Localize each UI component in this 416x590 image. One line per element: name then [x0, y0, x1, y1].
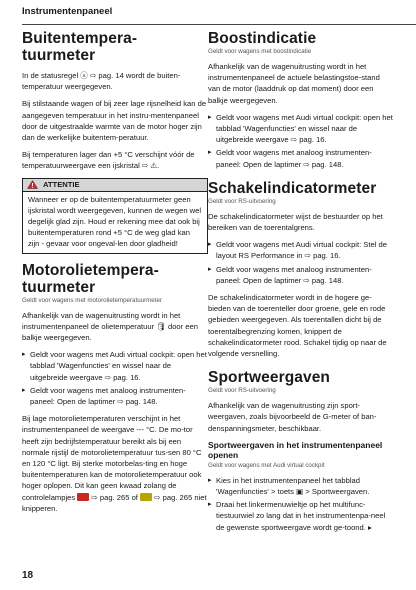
- warning-triangle-icon: [27, 180, 38, 189]
- list-item: ▸ Geldt voor wagens met Audi virtual cockpit: open het tabblad 'Wagenfuncties' en wissel naar de uitgebreide weergave ⇨ pag. 16.: [22, 350, 207, 382]
- paragraph: Bij temperaturen lager dan +5 °C verschijnt vóór de temperatuurweergave een ijskristal ⇨ ⚠.: [22, 150, 195, 171]
- bullet-arrow-icon: ▸: [208, 241, 212, 249]
- list-item: ▸ Kies in het instrumentenpaneel het tabblad 'Wagenfuncties' > toets ▣ > Sportweergaven.: [208, 475, 370, 497]
- section-title-buitentemperatuurmeter: Buitentempera- tuurmeter: [22, 30, 138, 64]
- bullet-arrow-icon: ▸: [208, 265, 212, 273]
- warning-note-body: Wanneer er op de buitentemperatuurmeter geen ijskristal wordt weergegeven, kunnen de wegen wel degelijk glad zijn. Houd er rekening mee dat ook bij buitentemperaturen rond +5 °C de weg glad kan zijn - gevaar voor ongeval-len door gladheid!: [28, 194, 202, 248]
- section-title-motorolietemperatuurmeter: Motorolietempera- tuurmeter: [22, 261, 159, 296]
- section-subtitle: Geldt voor wagens met boostindicatie: [208, 48, 312, 55]
- paragraph: De schakelindicatormeter wijst de bestuurder op het bereiken van de toerentalgrens.: [208, 211, 383, 233]
- bullet-arrow-icon: ▸: [208, 501, 212, 509]
- list-item: ▸ Geldt voor wagens met Audi virtual cockpit: Stel de layout RS Performance in ⇨ pag. 16.: [208, 240, 387, 261]
- page-header: [22, 6, 394, 17]
- section-subtitle: Geldt voor RS-uitvoering: [208, 387, 276, 395]
- left-column: [22, 30, 208, 520]
- paragraph: In de statusregel ⓐ ⇨ pag. 14 wordt de buiten-temperatuur weergegeven.: [22, 71, 181, 92]
- red-warning-lamp-icon: [77, 493, 89, 501]
- list-item: ▸ Geldt voor wagens met analoog instrumenten-paneel: Open de laptimer ⇨ pag. 148.: [208, 264, 372, 285]
- paragraph: Bij stilstaande wagen of bij zeer lage rijsnelheid kan de aangegeven temperatuur in het instru-mentenpaneel door de uitgestraalde warmte van de motor hoger zijn dan de werkelijke buitentem-peratuur.: [22, 99, 207, 143]
- bullet-arrow-icon: ▸: [22, 386, 26, 394]
- paragraph: De schakelindicatormeter wordt in de hogere ge-bieden van de toerenteller door groene, gele en rode gebieden weergegeven. Als toerentallen dicht bij de toerentalbegrenzing komen, knippert de schakelindicatormeter rood. Schakel tijdig op naar de volgende versnelling.: [208, 293, 387, 359]
- paragraph: Afhankelijk van de wagenuitrusting zijn sport-weergaven, zoals bijvoorbeeld de G-meter of ban-denspanningsmeter, beschikbaar.: [208, 401, 377, 433]
- section-subtitle: Geldt voor RS-uitvoering: [208, 197, 276, 205]
- section-title-schakelindicatormeter: Schakelindicatormeter: [208, 179, 377, 197]
- warning-note-header: [23, 179, 207, 192]
- bullet-arrow-icon: ▸: [208, 149, 212, 157]
- list-item: ▸ Geldt voor wagens met analoog instrumenten-paneel: Open de laptimer ⇨ pag. 148.: [208, 148, 372, 169]
- subsection-title: Sportweergaven in het instrumentenpaneel openen: [208, 439, 383, 461]
- yellow-warning-lamp-icon: [140, 493, 152, 501]
- warning-note: [22, 178, 208, 254]
- section-title-boostindicatie: Boostindicatie: [208, 30, 317, 47]
- page-number: 18: [22, 570, 34, 581]
- bullet-arrow-icon: ▸: [208, 476, 212, 484]
- bullet-arrow-icon: ▸: [22, 351, 26, 359]
- right-column: [208, 30, 394, 535]
- paragraph: Afhankelijk van de wagenuitrusting wordt in het instrumentenpaneel de actuele belastingstoe-stand van de motor (laaddruk op dat moment) door een balkje weergegeven.: [208, 62, 380, 105]
- paragraph: Afhankelijk van de wagenuitrusting wordt in het instrumentenpaneel de olietemperatuur 🛢 door een balkje weergegeven.: [22, 310, 198, 343]
- list-item: ▸ Draai het linkermenuwieltje op het multifunc-tiestuurwiel zo lang dat in het instrumentenpa-neel de gewenste sportweergave wordt ge-toond. ▸: [208, 500, 386, 532]
- paragraph: Bij lage motorolietemperaturen verschijnt in het instrumentenpaneel de weergave --- °C. De mo-tor heeft zijn bedrijfstemperatuur bereikt als bij een normale rijstijl de motorolietemperatuur tus-sen 80 °C en 120 °C ligt. Bij sterke motorbelas-ting en hoge buitentemperaturen kan de motorolietemperatuur ook hoger oplopen. Dit kan geen kwaad zolang de controlelampjes ⇨ pag. 265 of ⇨ pag. 265 niet knipperen.: [22, 414, 207, 513]
- section-subtitle: Geldt voor wagens met Audi virtual cockpit: [208, 461, 325, 469]
- header-divider: [22, 24, 416, 25]
- list-item: ▸ Geldt voor wagens met analoog instrumenten-paneel: Open de laptimer ⇨ pag. 148.: [22, 385, 186, 407]
- warning-note-title: ATTENTIE: [43, 180, 80, 190]
- bullet-arrow-icon: ▸: [208, 113, 212, 121]
- section-title-sportweergaven: Sportweergaven: [208, 369, 330, 387]
- list-item: ▸ Geldt voor wagens met Audi virtual cockpit: open het tabblad 'Wagenfuncties' en wissel naar de uitgebreide weergave ⇨ pag. 16.: [208, 112, 393, 145]
- header-title: Instrumentenpaneel: [22, 6, 113, 17]
- section-subtitle: Geldt voor wagens met motorolietemperatuurmeter: [22, 296, 162, 304]
